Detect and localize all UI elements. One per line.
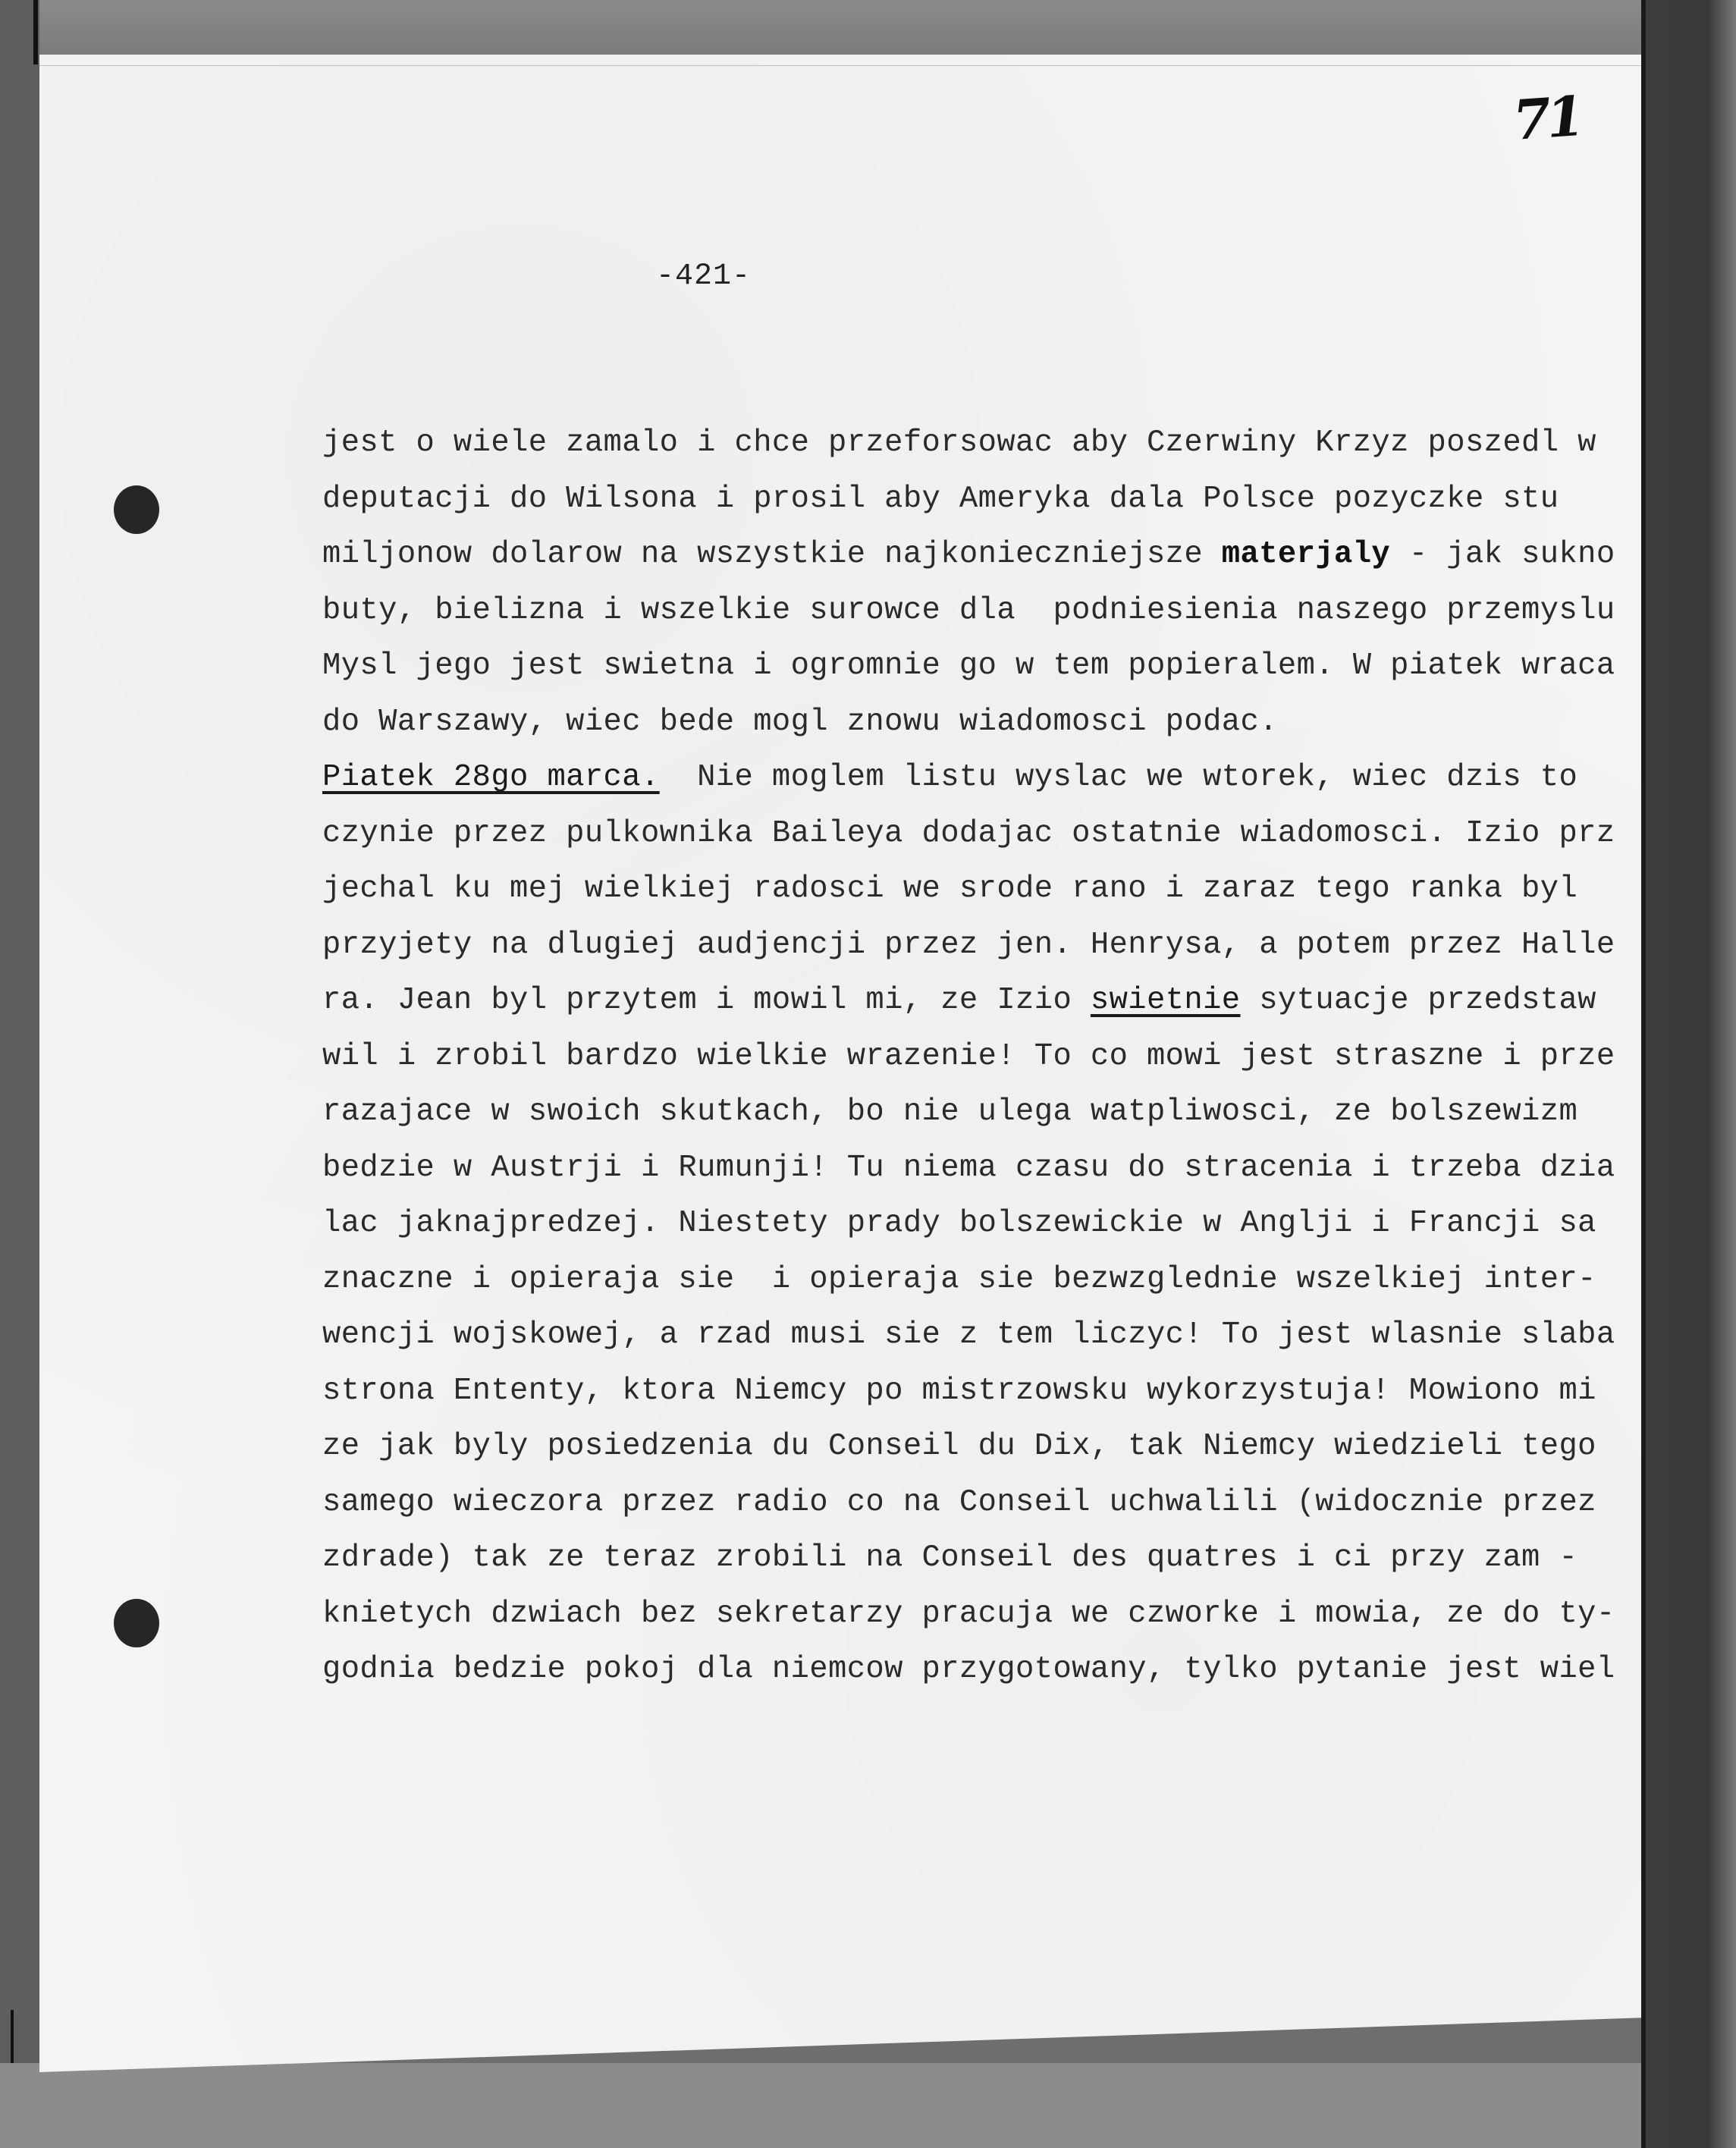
text-line: wil i zrobil bardzo wielkie wrazenie! To co mowi jest straszne i prze [322,1038,1615,1074]
text-line: jechal ku mej wielkiej radosci we srode rano i zaraz tego ranka byl [322,871,1578,906]
scan-edge-line [33,0,38,64]
letter-body [322,416,1650,1698]
text-line: znaczne i opieraja sie i opieraja sie bezwzglednie wszelkiej inter- [322,1261,1596,1297]
text-line: przyjety na dlugiej audjencji przez jen. Henrysa, a potem przez Halle [322,927,1615,963]
punch-hole-icon [114,1599,159,1647]
text-line: deputacji do Wilsona i prosil aby Ameryka dala Polsce pozyczke stu [322,481,1559,517]
text-line: zdrade) tak ze teraz zrobili na Conseil des quatres i ci przy zam - [322,1540,1578,1575]
text-line: samego wieczora przez radio co na Conseil uchwalili (widocznie przez [322,1484,1596,1520]
text-line: knietych dzwiach bez sekretarzy pracuja we czworke i mowia, ze do ty- [322,1596,1615,1631]
handwritten-folio-number: 71 [1511,83,1583,152]
text-line: bedzie w Austrji i Rumunji! Tu niema czasu do stracenia i trzeba dzia [322,1150,1615,1185]
punch-hole-icon [114,485,159,534]
text-line: strona Ententy, ktora Niemcy po mistrzowsku wykorzystuja! Mowiono mi [322,1373,1596,1408]
text-line: miljonow dolarow na wszystkie najkonieczniejsze materjaly - jak sukno [322,537,1615,572]
scan-background-bottom [0,2063,1736,2148]
text-line: lac jaknajpredzej. Niestety prady bolszewickie w Anglji i Francji sa [322,1206,1596,1241]
text-line: ze jak byly posiedzenia du Conseil du Dix, tak Niemcy wiedzieli tego [322,1429,1596,1464]
scan-background-left [0,0,39,2148]
text-line: Mysl jego jest swietna i ogromnie go w tem popieralem. W piatek wraca [322,648,1615,683]
underlined-word: swietnie [1090,983,1241,1018]
page-number: -421- [656,259,752,294]
text-line: czynie przez pulkownika Baileya dodajac ostatnie wiadomosci. Izio prz [322,815,1615,851]
text-line: do Warszawy, wiec bede mogl znowu wiadomosci podac. [322,704,1278,740]
scan-background-top [0,0,1736,61]
text-line: jest o wiele zamalo i chce przeforsowac aby Czerwiny Krzyz poszedl w [322,426,1596,460]
bold-word: materjaly [1221,537,1391,572]
text-line-date-heading: Piatek 28go marca. Nie moglem listu wyslac we wtorek, wiec dzis to [322,760,1578,795]
text-line: godnia bedzie pokoj dla niemcow przygotowany, tylko pytanie jest wiel [322,1652,1615,1687]
scan-background-right [1644,0,1736,2148]
text-line: razajace w swoich skutkach, bo nie ulega watpliwosci, ze bolszewizm [322,1094,1578,1129]
text-line: ra. Jean byl przytem i mowil mi, ze Izio swietnie sytuacje przedstaw [322,983,1596,1018]
date-heading: Piatek 28go marca. [322,760,660,795]
text-line: buty, bielizna i wszelkie surowce dla podniesienia naszego przemyslu [322,592,1615,628]
page-top-rule [39,65,1643,66]
text-line: wencji wojskowej, a rzad musi sie z tem liczyc! To jest wlasnie slaba [322,1317,1615,1352]
